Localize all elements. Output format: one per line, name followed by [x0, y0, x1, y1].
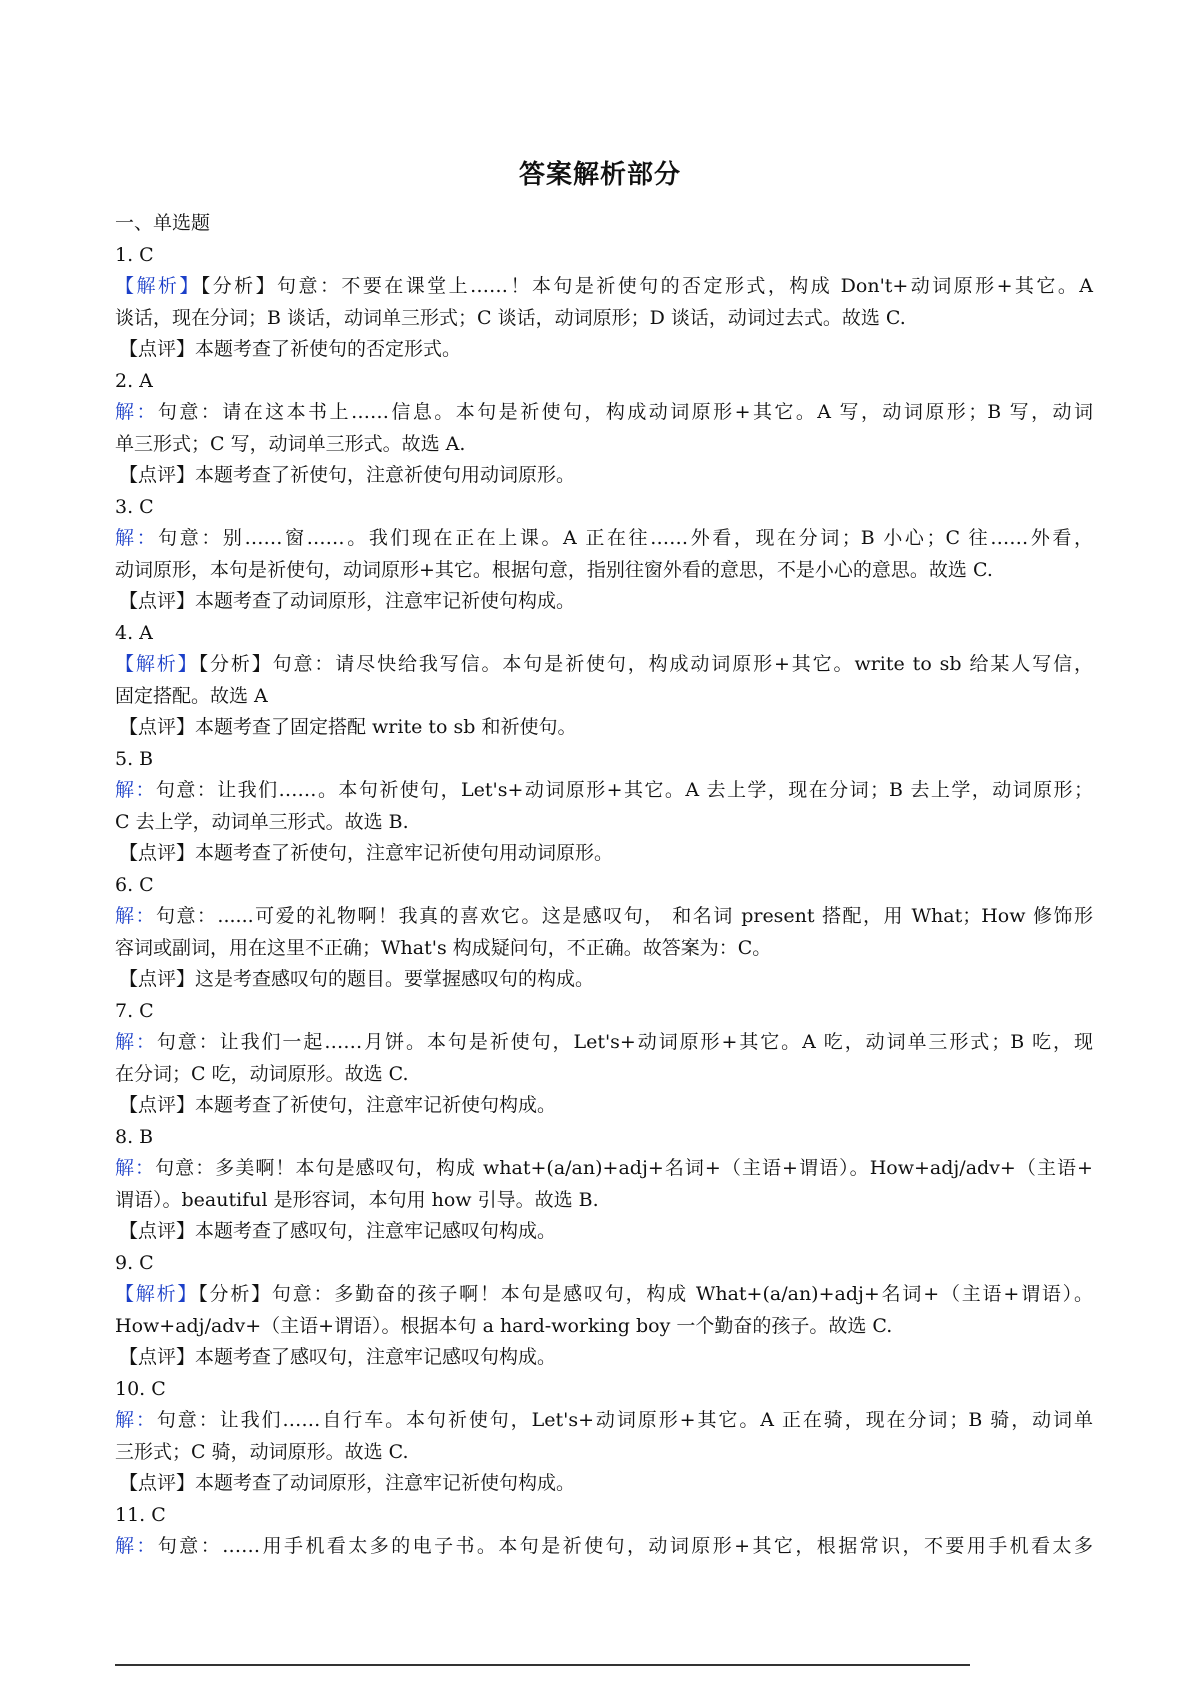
explanation-tag: 解： — [115, 1535, 158, 1557]
comment-line: 【点评】本题考查了动词原形，注意牢记祈使句构成。 — [119, 1472, 576, 1494]
explanation-line — [115, 1153, 1093, 1185]
explanation-line — [115, 397, 1093, 429]
explanation-text: 谈话，现在分词；B 谈话，动词单三形式；C 谈话，动词原形；D 谈话，动词过去式。故选 C. — [115, 306, 906, 329]
explanation-line — [115, 1437, 1093, 1469]
explanation-tag: 解： — [115, 779, 156, 801]
explanation-tag: 解： — [115, 401, 158, 423]
explanation-text: 句意：......可爱的礼物啊！我真的喜欢它。这是感叹句， 和名词 present 搭配，用 What；How 修饰形 — [155, 905, 1093, 927]
explanation-text: 【分析】句意：请尽快给我写信。本句是祈使句，构成动词原形+其它。write to sb 给某人写信， — [198, 653, 1093, 675]
explanation-line — [115, 1185, 1093, 1217]
answer-number: 6. C — [115, 873, 154, 896]
explanation-tag: 解： — [115, 1157, 156, 1179]
explanation-tag: 解： — [115, 527, 159, 549]
explanation-line — [115, 649, 1093, 681]
explanation-text: 【分析】句意：不要在课堂上……！本句是祈使句的否定形式，构成 Don't+动词原形+其它。A — [200, 275, 1093, 297]
comment-line: 【点评】本题考查了祈使句，注意牢记祈使句构成。 — [119, 1094, 557, 1116]
explanation-text: 句意：让我们一起……月饼。本句是祈使句，Let's+动词原形+其它。A 吃，动词单三形式；B 吃，现 — [156, 1031, 1093, 1053]
answer-number: 8. B — [115, 1125, 154, 1148]
answer-number: 2. A — [115, 369, 153, 392]
explanation-text: C 去上学，动词单三形式。故选 B. — [115, 810, 409, 833]
comment-line: 【点评】本题考查了祈使句，注意牢记祈使句用动词原形。 — [119, 842, 614, 864]
footer-divider — [115, 1664, 970, 1666]
comment-line: 【点评】本题考查了动词原形，注意牢记祈使句构成。 — [119, 590, 576, 612]
explanation-tag: 解： — [115, 1031, 157, 1053]
explanation-tag: 【解析】 — [115, 275, 201, 297]
answer-number: 7. C — [115, 999, 154, 1022]
explanation-text: 谓语）。beautiful 是形容词，本句用 how 引导。故选 B. — [115, 1188, 599, 1211]
explanation-tag: 解： — [115, 1409, 157, 1431]
explanation-text: 句意：别……窗……。我们现在正在上课。A 正在往……外看，现在分词；B 小心；C 往……外看， — [158, 527, 1093, 549]
explanation-line — [115, 901, 1093, 933]
explanation-text: 固定搭配。故选 A — [115, 684, 268, 707]
explanation-text: 在分词；C 吃，动词原形。故选 C. — [115, 1062, 409, 1085]
explanation-line — [115, 523, 1093, 555]
explanation-tag: 解： — [115, 905, 156, 927]
explanation-text: 句意：多美啊！本句是感叹句，构成 what+(a/an)+adj+名词+（主语+谓语）。How+adj/adv+（主语+ — [155, 1157, 1093, 1179]
explanation-line — [115, 555, 1093, 587]
answer-number: 10. C — [115, 1377, 166, 1400]
explanation-line — [115, 303, 1093, 335]
explanation-text: 动词原形，本句是祈使句，动词原形+其它。根据句意，指别往窗外看的意思，不是小心的意思。故选 C. — [115, 558, 993, 581]
explanation-text: 句意：……用手机看太多的电子书。本句是祈使句，动词原形+其它，根据常识，不要用手机看太多 — [157, 1535, 1093, 1557]
comment-line: 【点评】本题考查了感叹句，注意牢记感叹句构成。 — [119, 1346, 557, 1368]
answer-number: 11. C — [115, 1503, 166, 1526]
explanation-line — [115, 933, 1093, 965]
section-heading: 一、单选题 — [115, 212, 211, 234]
comment-line: 【点评】本题考查了祈使句，注意祈使句用动词原形。 — [119, 464, 576, 486]
comment-line: 【点评】本题考查了祈使句的否定形式。 — [119, 338, 462, 360]
explanation-line — [115, 1027, 1093, 1059]
explanation-line — [115, 271, 1093, 303]
comment-line: 【点评】本题考查了感叹句，注意牢记感叹句构成。 — [119, 1220, 557, 1242]
explanation-text: 单三形式；C 写，动词单三形式。故选 A. — [115, 432, 466, 455]
explanation-line — [115, 775, 1093, 807]
explanation-line — [115, 807, 1093, 839]
comment-line: 【点评】本题考查了固定搭配 write to sb 和祈使句。 — [119, 716, 577, 738]
explanation-text: 【分析】句意：多勤奋的孩子啊！本句是感叹句，构成 What+(a/an)+adj+名词+（主语+谓语）。 — [198, 1283, 1093, 1305]
explanation-line — [115, 1279, 1093, 1311]
explanation-line — [115, 1405, 1093, 1437]
explanation-line — [115, 1059, 1093, 1091]
answer-number: 3. C — [115, 495, 154, 518]
explanation-text: 三形式；C 骑，动词原形。故选 C. — [115, 1440, 409, 1463]
answer-number: 9. C — [115, 1251, 154, 1274]
explanation-line — [115, 1311, 1093, 1343]
answer-content — [115, 208, 1093, 1563]
explanation-tag: 【解析】 — [115, 653, 199, 675]
explanation-text: 句意：让我们……自行车。本句祈使句，Let's+动词原形+其它。A 正在骑，现在分词；B 骑，动词单 — [156, 1409, 1093, 1431]
explanation-tag: 【解析】 — [115, 1283, 199, 1305]
answer-number: 5. B — [115, 747, 154, 770]
comment-line: 【点评】这是考查感叹句的题目。要掌握感叹句的构成。 — [119, 968, 595, 990]
explanation-text: 容词或副词，用在这里不正确；What's 构成疑问句，不正确。故答案为：C。 — [115, 936, 772, 959]
explanation-line — [115, 1531, 1093, 1563]
answer-number: 1. C — [115, 243, 154, 266]
explanation-line — [115, 429, 1093, 461]
page-title: 答案解析部分 — [518, 160, 681, 190]
explanation-line — [115, 681, 1093, 713]
answer-number: 4. A — [115, 621, 153, 644]
explanation-text: How+adj/adv+（主语+谓语）。根据本句 a hard-working boy 一个勤奋的孩子。故选 C. — [115, 1314, 893, 1337]
explanation-text: 句意：请在这本书上……信息。本句是祈使句，构成动词原形+其它。A 写，动词原形；B 写，动词 — [157, 401, 1093, 423]
explanation-text: 句意：让我们……。本句祈使句，Let's+动词原形+其它。A 去上学，现在分词；B 去上学，动词原形； — [155, 779, 1093, 801]
